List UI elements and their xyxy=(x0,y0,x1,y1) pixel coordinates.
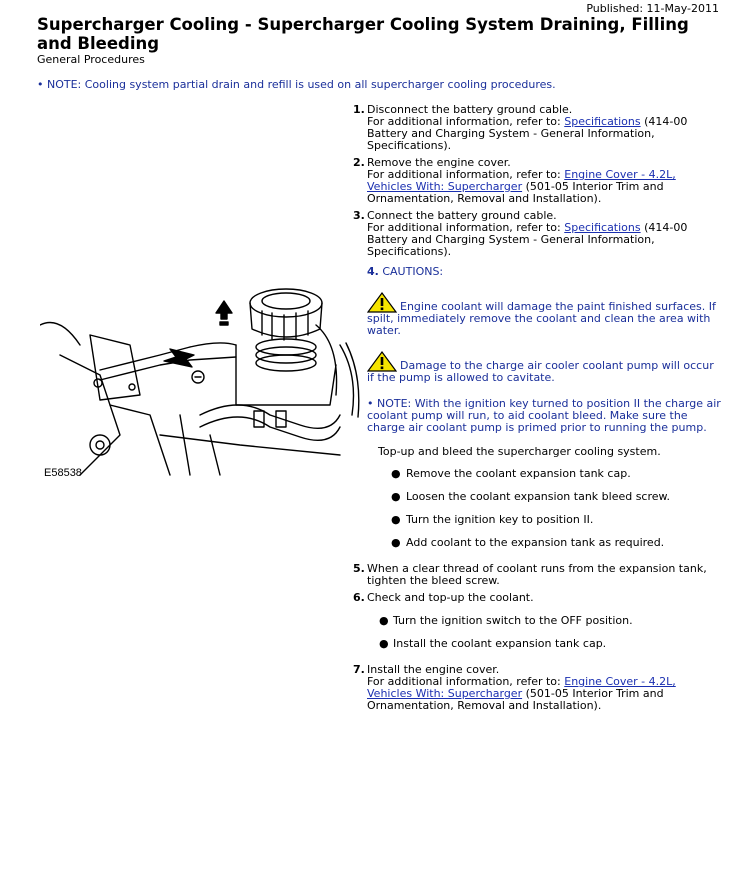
step-6 xyxy=(353,592,723,604)
check-list xyxy=(353,615,723,650)
topup-text: Top-up and bleed the supercharger cooling system. xyxy=(378,445,661,458)
engine-cover-link[interactable]: Engine Cover - 4.2L, Vehicles With: Supercharger xyxy=(367,675,676,700)
step-text: When a clear thread of coolant runs from the expansion tank, tighten the bleed screw. xyxy=(367,562,707,587)
bullet-icon: ● xyxy=(379,614,389,627)
step-2 xyxy=(353,157,723,205)
topup-list xyxy=(353,468,723,549)
step-3 xyxy=(353,210,723,258)
bullet-icon: ● xyxy=(391,536,401,549)
page-subtitle: General Procedures xyxy=(37,53,145,66)
list-item: ● Remove the coolant expansion tank cap. xyxy=(391,467,631,480)
published-date: Published: 11-May-2011 xyxy=(586,2,719,15)
step-7 xyxy=(353,664,723,712)
caution-1 xyxy=(367,292,723,337)
warning-icon xyxy=(367,292,397,313)
page-title: Supercharger Cooling - Supercharger Cooling System Draining, Filling and Bleeding xyxy=(37,15,689,53)
bullet-icon: ● xyxy=(391,490,401,503)
ref-suffix: (501-05 Interior Trim and Ornamentation, Removal and Installation). xyxy=(367,687,664,712)
step-text: Remove the engine cover. xyxy=(367,156,511,169)
step-4-cautions xyxy=(367,266,723,278)
cautions-label: CAUTIONS: xyxy=(382,265,444,278)
step-1 xyxy=(353,104,723,152)
procedure-steps xyxy=(353,104,723,717)
top-note: • NOTE: Cooling system partial drain and refill is used on all supercharger cooling procedures. xyxy=(37,78,556,91)
engine-cover-link[interactable]: Engine Cover - 4.2L, Vehicles With: Supercharger xyxy=(367,168,676,193)
engine-illustration xyxy=(40,285,360,485)
list-item: ● Turn the ignition switch to the OFF position. xyxy=(379,614,633,627)
bullet-icon: ● xyxy=(379,637,389,650)
step-text: Disconnect the battery ground cable. xyxy=(367,103,573,116)
step-text: Check and top-up the coolant. xyxy=(367,591,534,604)
specifications-link[interactable]: Specifications xyxy=(564,221,641,234)
ref-prefix: For additional information, refer to: xyxy=(367,221,565,234)
specifications-link[interactable]: Specifications xyxy=(564,115,641,128)
step-text: Connect the battery ground cable. xyxy=(367,209,557,222)
step-number: 5. xyxy=(353,562,365,575)
step-5 xyxy=(353,563,723,587)
ref-prefix: For additional information, refer to: xyxy=(367,115,565,128)
ref-suffix: (414-00 Battery and Charging System - General Information, Specifications). xyxy=(367,115,688,152)
caution-text: Damage to the charge air cooler coolant pump will occur if the pump is allowed to cavitate. xyxy=(367,359,714,384)
step-number: 3. xyxy=(353,209,365,222)
ref-prefix: For additional information, refer to: xyxy=(367,675,565,688)
bullet-icon: ● xyxy=(391,467,401,480)
step-number: 2. xyxy=(353,156,365,169)
step-number: 4. xyxy=(367,265,379,278)
step-number: 1. xyxy=(353,103,365,116)
bullet-icon: ● xyxy=(391,513,401,526)
warning-icon xyxy=(367,351,397,372)
step-number: 7. xyxy=(353,663,365,676)
caution-text: Engine coolant will damage the paint finished surfaces. If spilt, immediately remove the coolant and clean the area with water. xyxy=(367,300,716,337)
ref-prefix: For additional information, refer to: xyxy=(367,168,565,181)
figure-label: E58538 xyxy=(44,467,82,479)
list-item: ● Add coolant to the expansion tank as required. xyxy=(391,536,665,549)
ref-suffix: (501-05 Interior Trim and Ornamentation, Removal and Installation). xyxy=(367,180,664,205)
caution-2 xyxy=(367,351,723,384)
list-item: ● Loosen the coolant expansion tank bleed screw. xyxy=(391,490,671,503)
step-text: Install the engine cover. xyxy=(367,663,500,676)
list-item: ● Install the coolant expansion tank cap. xyxy=(379,637,607,650)
step-number: 6. xyxy=(353,591,365,604)
list-item: ● Turn the ignition key to position II. xyxy=(391,513,594,526)
ref-suffix: (414-00 Battery and Charging System - General Information, Specifications). xyxy=(367,221,688,258)
ignition-note: • NOTE: With the ignition key turned to position II the charge air coolant pump will run, to aid coolant bleed. Make sure the charge air coolant pump is primed prior to running the pump. xyxy=(367,397,721,434)
